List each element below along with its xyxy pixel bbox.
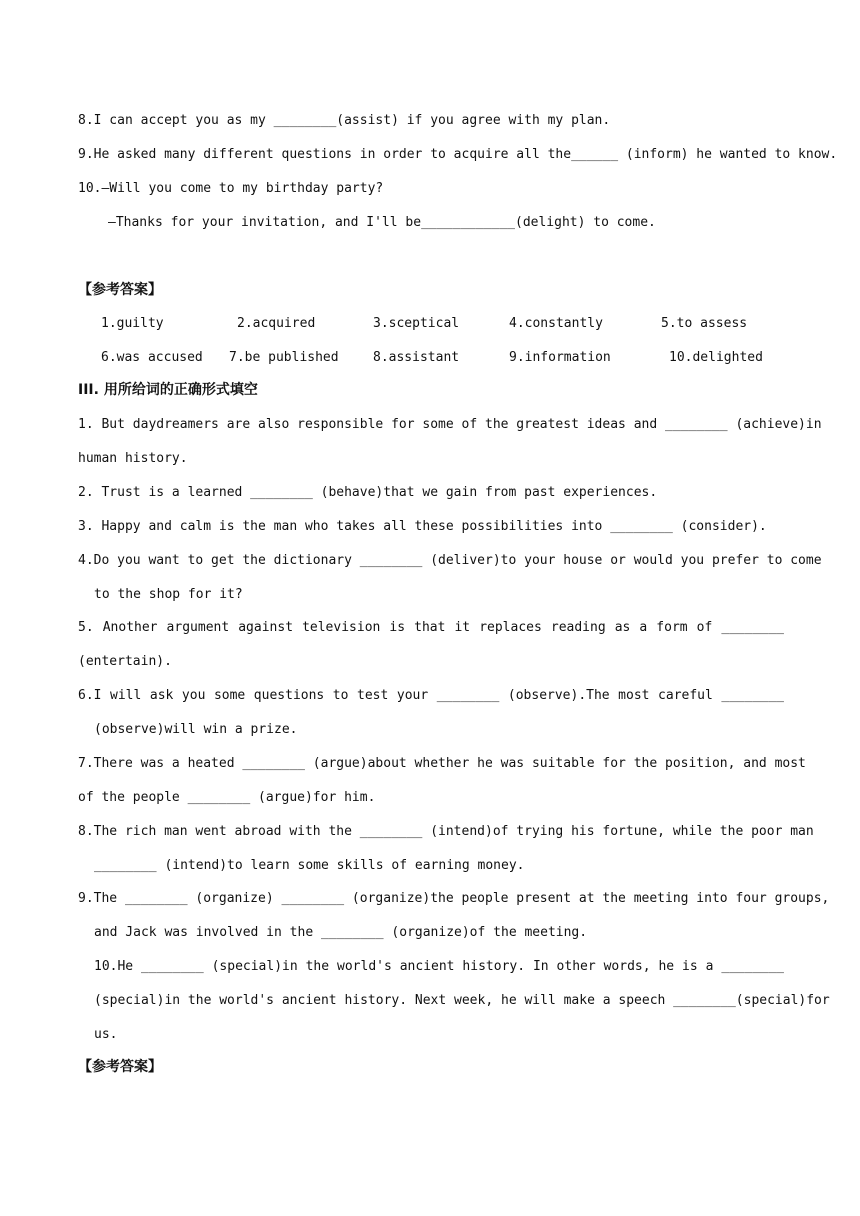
exercise-line: ________ (intend)to learn some skills of earning money.: [94, 858, 525, 873]
exercise-line: (special)in the world's ancient history. Next week, he will make a speech ________(special)for: [94, 993, 830, 1008]
exercise-line: 6.I will ask you some questions to test your ________ (observe).The most careful ________: [78, 688, 784, 703]
exercise-line: 8.The rich man went abroad with the ________ (intend)of trying his fortune, while the poor man: [78, 824, 814, 839]
exercise-line: us.: [94, 1027, 118, 1042]
answer-item: 9.information: [509, 350, 611, 365]
exercise-line: 5. Another argument against television is that it replaces reading as a form of ________: [78, 620, 784, 635]
answer-item: 6.was accused: [101, 350, 203, 365]
exercise-line: to the shop for it?: [94, 587, 243, 602]
exercise-line: human history.: [78, 451, 188, 466]
section-3-title: III. 用所给词的正确形式填空: [78, 382, 258, 398]
exercise-line: 9.The ________ (organize) ________ (organize)the people present at the meeting into four groups,: [78, 891, 830, 906]
question-10-prompt: 10.—Will you come to my birthday party?: [78, 181, 384, 196]
exercise-line: 7.There was a heated ________ (argue)about whether he was suitable for the position, and most: [78, 756, 806, 771]
answer-key-heading: 【参考答案】: [78, 282, 162, 298]
exercise-line: 10.He ________ (special)in the world's ancient history. In other words, he is a ________: [94, 959, 784, 974]
exercise-line: 2. Trust is a learned ________ (behave)that we gain from past experiences.: [78, 485, 658, 500]
question-10-reply: —Thanks for your invitation, and I'll be____________(delight) to come.: [108, 215, 656, 230]
answer-item: 7.be published: [229, 350, 339, 365]
exercise-line: 3. Happy and calm is the man who takes all these possibilities into ________ (consider).: [78, 519, 767, 534]
question-8: 8.I can accept you as my ________(assist) if you agree with my plan.: [78, 113, 611, 128]
answer-item: 10.delighted: [669, 350, 763, 365]
answer-item: 3.sceptical: [373, 316, 460, 331]
question-9: 9.He asked many different questions in order to acquire all the______ (inform) he wanted to know.: [78, 147, 838, 162]
exercise-line: 1. But daydreamers are also responsible for some of the greatest ideas and ________ (achieve)in: [78, 417, 822, 432]
exercise-line: of the people ________ (argue)for him.: [78, 790, 376, 805]
exercise-line: (entertain).: [78, 654, 172, 669]
exercise-line: (observe)will win a prize.: [94, 722, 298, 737]
exercise-line: and Jack was involved in the ________ (organize)of the meeting.: [94, 925, 588, 940]
answer-key-heading: 【参考答案】: [78, 1059, 162, 1075]
answer-item: 2.acquired: [237, 316, 316, 331]
answer-item: 1.guilty: [101, 316, 164, 331]
exercise-line: 4.Do you want to get the dictionary ________ (deliver)to your house or would you prefer to come: [78, 553, 822, 568]
answer-item: 5.to assess: [661, 316, 748, 331]
answer-item: 4.constantly: [509, 316, 603, 331]
answer-item: 8.assistant: [373, 350, 460, 365]
